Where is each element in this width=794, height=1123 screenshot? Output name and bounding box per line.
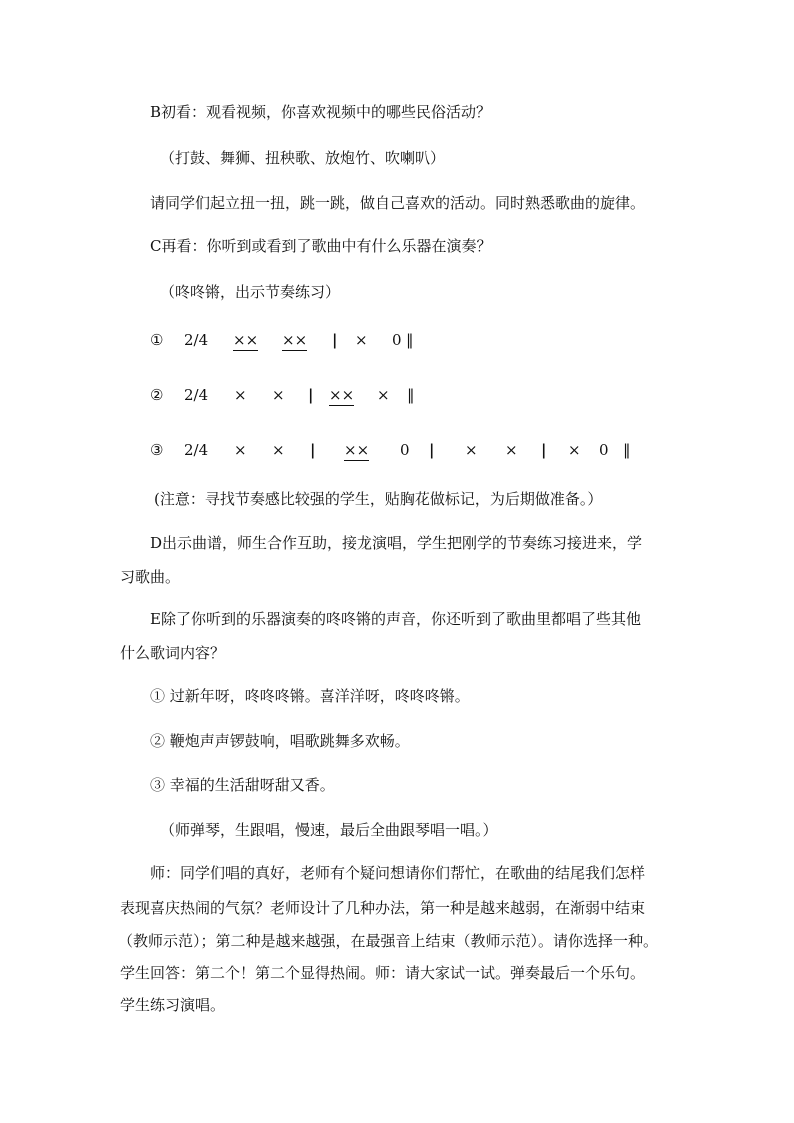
section-b-activities: （打鼓、舞狮、扭秧歌、放炮竹、吹喇叭） xyxy=(160,149,446,167)
rhythm-number: ① xyxy=(150,331,164,349)
rest: 0 xyxy=(392,331,402,349)
end-bar-line: ‖ xyxy=(623,441,631,459)
bar-line: | xyxy=(429,441,435,459)
section-e-line-2: 什么歌词内容？ xyxy=(120,644,226,662)
eighth-note-pair: ×× xyxy=(282,331,308,349)
time-signature: 2/4 xyxy=(184,386,209,404)
bar-line: | xyxy=(541,441,547,459)
bar-line: | xyxy=(332,331,338,349)
rhythm-exercise-2 xyxy=(0,385,794,407)
bar-line: | xyxy=(308,386,314,404)
quarter-note: × xyxy=(355,331,368,349)
rhythm-exercise-1 xyxy=(0,330,794,352)
teacher-dialogue-line-5: 学生练习演唱。 xyxy=(120,996,226,1014)
rhythm-number: ② xyxy=(150,386,164,404)
end-bar-line: ‖ xyxy=(407,386,415,404)
lyric-line-2: ② 鞭炮声声锣鼓响，唱歌跳舞多欢畅。 xyxy=(150,732,410,750)
end-bar-line: ‖ xyxy=(406,331,414,349)
lyric-line-1: ① 过新年呀，咚咚咚锵。喜洋洋呀，咚咚咚锵。 xyxy=(150,687,470,705)
teacher-dialogue-line-4: 学生回答：第二个！第二个显得热闹。师：请大家试一试。弹奏最后一个乐句。 xyxy=(120,964,646,982)
quarter-note: × xyxy=(234,386,247,404)
teacher-play-note: （师弹琴，生跟唱，慢速，最后全曲跟琴唱一唱。） xyxy=(160,821,498,839)
quarter-note: × xyxy=(272,441,285,459)
teacher-dialogue-line-2: 表现喜庆热闹的气氛？老师设计了几种办法，第一种是越来越弱，在渐弱中结束 xyxy=(120,899,646,917)
quarter-note: × xyxy=(568,441,581,459)
eighth-note-pair: ×× xyxy=(329,386,355,404)
time-signature: 2/4 xyxy=(184,441,209,459)
section-c-title: C再看：你听到或看到了歌曲中有什么乐器在演奏？ xyxy=(150,237,492,255)
rhythm-number: ③ xyxy=(150,441,164,459)
eighth-note-pair: ×× xyxy=(233,331,259,349)
section-d-line-2: 习歌曲。 xyxy=(120,568,181,586)
teacher-note: (注意：寻找节奏感比较强的学生，贴胸花做标记，为后期做准备。） xyxy=(154,490,603,508)
teacher-dialogue-line-1: 师：同学们唱的真好，老师有个疑问想请你们帮忙，在歌曲的结尾我们怎样 xyxy=(150,864,646,882)
quarter-note: × xyxy=(234,441,247,459)
section-d-line-1: D出示曲谱，师生合作互助，接龙演唱，学生把刚学的节奏练习接进来，学 xyxy=(150,534,643,552)
section-b-instruction: 请同学们起立扭一扭，跳一跳，做自己喜欢的活动。同时熟悉歌曲的旋律。 xyxy=(150,194,646,212)
quarter-note: × xyxy=(272,386,285,404)
section-b-title: B初看：观看视频，你喜欢视频中的哪些民俗活动？ xyxy=(150,103,492,121)
quarter-note: × xyxy=(377,386,390,404)
section-c-rhythm-intro: （咚咚锵，出示节奏练习） xyxy=(160,283,341,301)
quarter-note: × xyxy=(505,441,518,459)
teacher-dialogue-line-3: （教师示范）；第二种是越来越强，在最强音上结束（教师示范）。请你选择一种。 xyxy=(118,932,659,950)
time-signature: 2/4 xyxy=(184,331,209,349)
rest: 0 xyxy=(400,441,410,459)
bar-line: | xyxy=(310,441,316,459)
eighth-note-pair: ×× xyxy=(344,441,370,459)
quarter-note: × xyxy=(465,441,478,459)
section-e-line-1: E除了你听到的乐器演奏的咚咚锵的声音，你还听到了歌曲里都唱了些其他 xyxy=(150,610,641,628)
rest: 0 xyxy=(599,441,609,459)
rhythm-exercise-3 xyxy=(0,440,794,462)
lyric-line-3: ③ 幸福的生活甜呀甜又香。 xyxy=(150,776,335,794)
